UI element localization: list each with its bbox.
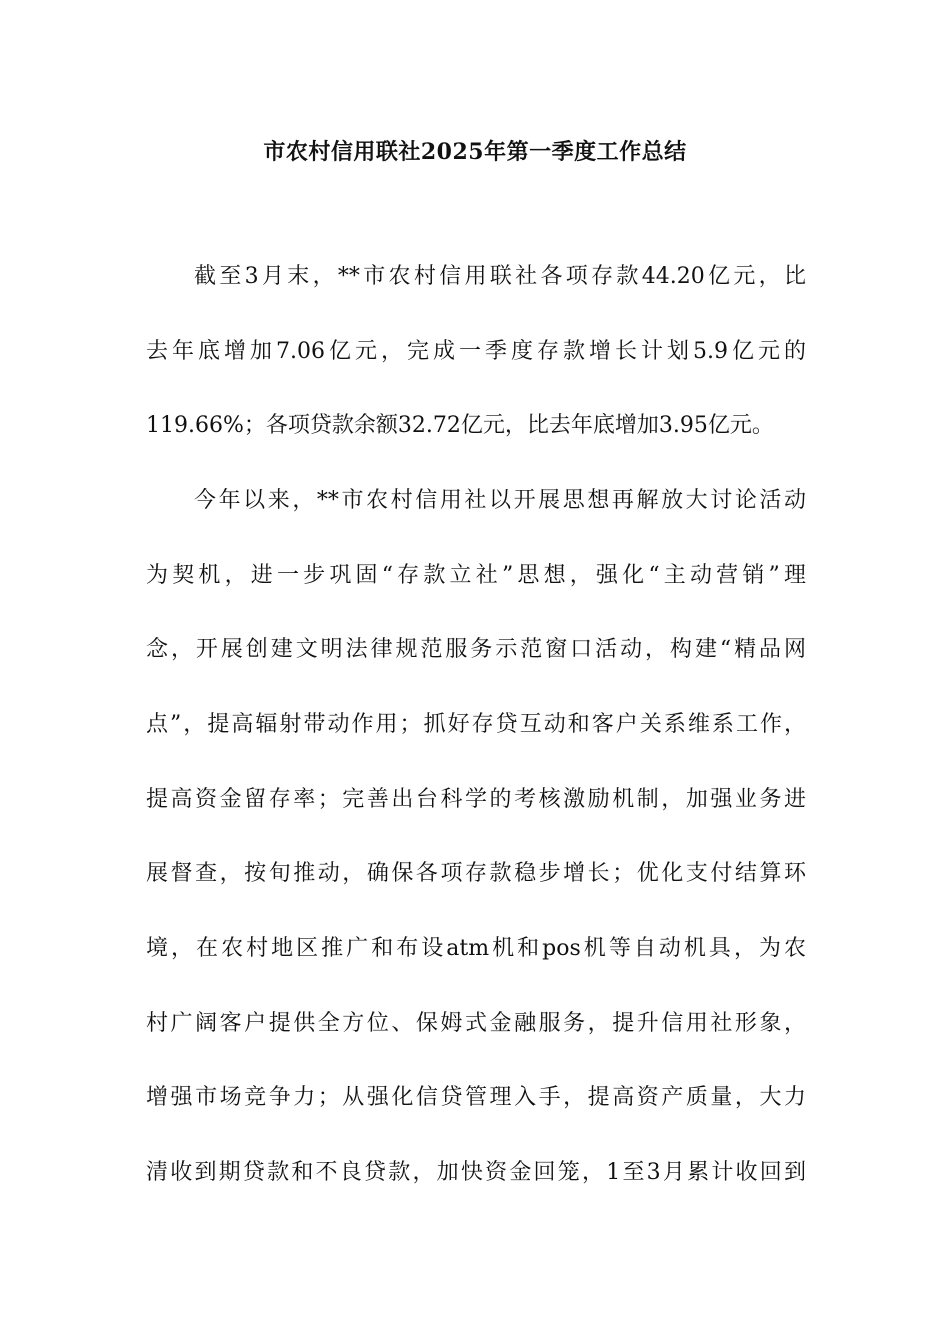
paragraph-1-line-1: 截至3月末，**市农村信用联社各项存款44.20亿元，比 [194, 264, 806, 289]
paragraph-2-line-7: 境，在农村地区推广和布设atm机和pos机等自动机具，为农 [146, 936, 806, 961]
paragraph-2-line-3: 念，开展创建文明法律规范服务示范窗口活动，构建“精品网 [146, 637, 806, 662]
paragraph-2-line-1: 今年以来，**市农村信用社以开展思想再解放大讨论活动 [194, 488, 806, 513]
paragraph-1-line-3: 119.66%；各项贷款余额32.72亿元，比去年底增加3.95亿元。 [146, 413, 774, 438]
paragraph-2-line-6: 展督查，按旬推动，确保各项存款稳步增长；优化支付结算环 [146, 861, 806, 886]
paragraph-1-line-2: 去年底增加7.06亿元，完成一季度存款增长计划5.9亿元的 [146, 339, 806, 364]
paragraph-2-line-4: 点”，提高辐射带动作用；抓好存贷互动和客户关系维系工作， [146, 712, 806, 737]
paragraph-2-line-5: 提高资金留存率；完善出台科学的考核激励机制，加强业务进 [146, 787, 806, 812]
document-title: 市农村信用联社2025年第一季度工作总结 [263, 139, 687, 165]
paragraph-2-line-10: 清收到期贷款和不良贷款，加快资金回笼，1至3月累计收回到 [146, 1160, 806, 1185]
paragraph-2-line-2: 为契机，进一步巩固“存款立社”思想，强化“主动营销”理 [146, 563, 806, 588]
paragraph-2-line-8: 村广阔客户提供全方位、保姆式金融服务，提升信用社形象， [146, 1011, 806, 1036]
paragraph-2-line-9: 增强市场竞争力；从强化信贷管理入手，提高资产质量，大力 [146, 1085, 806, 1110]
